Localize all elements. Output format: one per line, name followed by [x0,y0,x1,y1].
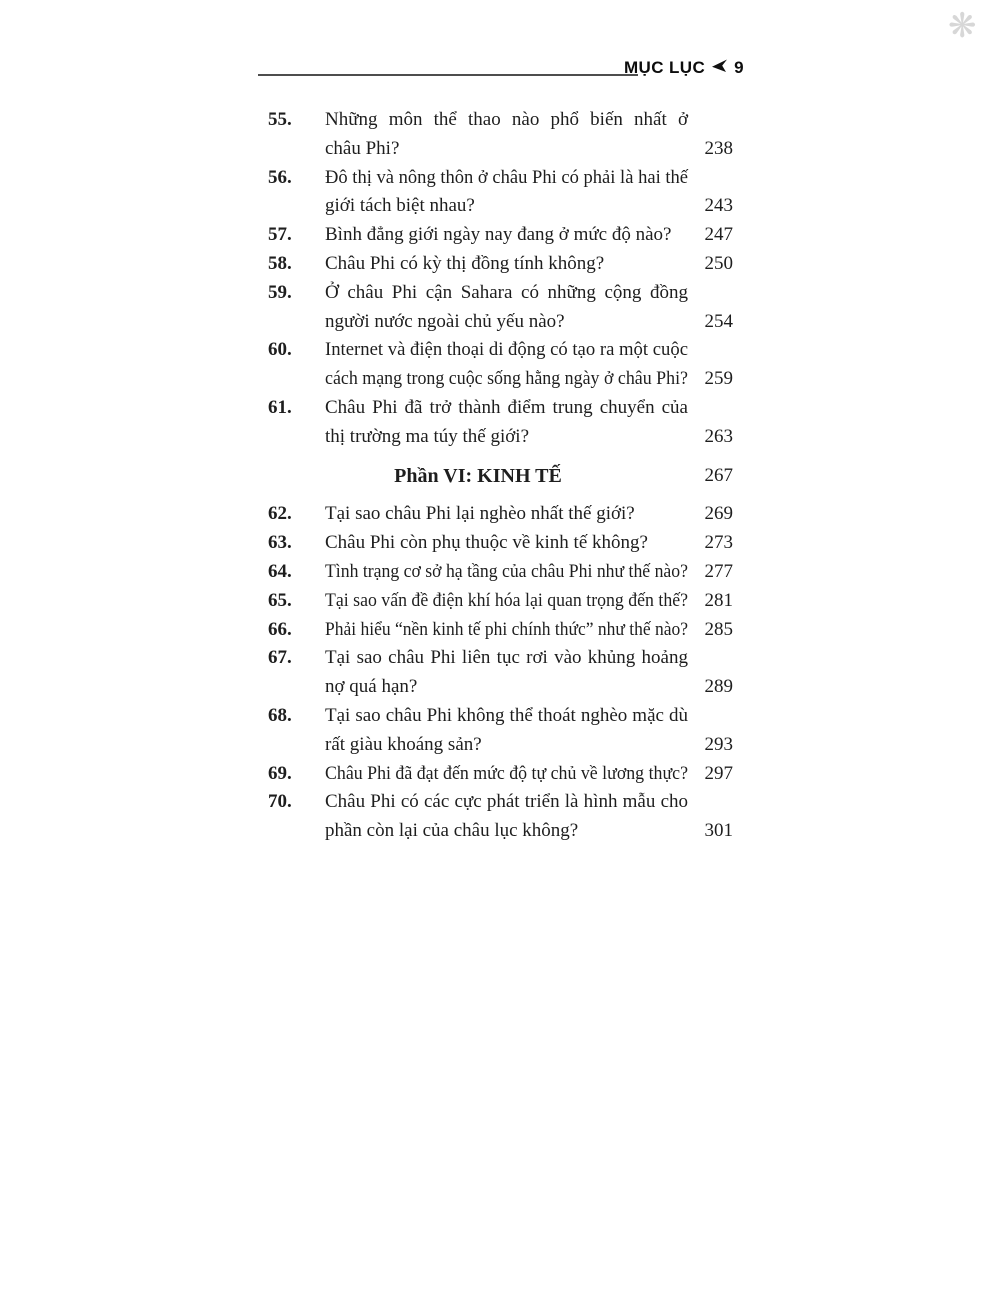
entry-title-line: Tình trạng cơ sở hạ tầng của châu Phi như thế nào? [325,560,688,582]
toc-entry [268,106,733,164]
entry-page-number: 289 [704,676,733,698]
toc-entry [268,500,733,529]
entry-title-line: Châu Phi có kỳ thị đồng tính không? [325,252,605,274]
entry-page-number: 263 [704,425,733,447]
entry-number: 70. [268,791,292,813]
entry-page-number: 238 [704,137,733,159]
toc-entry [268,221,733,250]
entry-page-number: 259 [704,368,733,390]
entry-title [325,250,688,279]
toc-entry [268,250,733,279]
entry-title-line: cách mạng trong cuộc sống hằng ngày ở châu Phi? [325,368,688,390]
entry-title [325,616,688,645]
entry-title [325,788,688,846]
entry-title [325,644,688,702]
left-arrowhead-icon [712,58,727,78]
entry-number: 59. [268,281,292,303]
entry-page-number: 293 [704,733,733,755]
toc-entry [268,394,733,452]
entry-title [325,760,688,789]
header-rule [258,74,638,76]
entry-title-line: Ở châu Phi cận Sahara có những cộng đồng [325,281,688,303]
toc-entry [268,587,733,616]
entry-page-number: 285 [704,618,733,640]
entry-title-line: Những môn thể thao nào phổ biến nhất ở [325,109,688,130]
entry-number: 67. [268,647,292,669]
toc-section-heading [268,462,733,491]
entry-number: 65. [268,589,292,611]
entry-page-number: 254 [704,310,733,332]
entry-title-line: Tại sao châu Phi lại nghèo nhất thế giới? [325,503,635,525]
entry-title [325,558,688,587]
entry-number: 60. [268,339,292,361]
toc-entry [268,529,733,558]
page-header [594,58,744,78]
entry-title [325,164,688,222]
entry-title [325,279,688,337]
entry-title [325,702,688,760]
entry-page-number: 301 [704,820,733,842]
entry-title-line: Tại sao châu Phi liên tục rơi vào khủng hoảng [325,647,688,669]
entry-title-line: giới tách biệt nhau? [325,195,475,217]
entry-title-line: nợ quá hạn? [325,676,418,698]
toc-entry [268,336,733,394]
entry-title-line: thị trường ma túy thế giới? [325,425,529,447]
entry-title-line: phần còn lại của châu lục không? [325,820,579,842]
entry-title [325,500,688,529]
entry-page-number: 250 [704,252,733,274]
section-page-number: 267 [704,464,733,486]
entry-title-line: người nước ngoài chủ yếu nào? [325,310,565,332]
entry-title-line: Châu Phi có các cực phát triển là hình mẫu cho [325,791,688,813]
entry-number: 55. [268,109,292,130]
entry-title-line: Internet và điện thoại di động có tạo ra một cuộc [325,339,688,361]
entry-title [325,221,688,250]
entry-page-number: 273 [704,532,733,554]
entry-title-line: Châu Phi đã đạt đến mức độ tự chủ về lương thực? [325,762,688,784]
entry-title-line: Châu Phi đã trở thành điểm trung chuyển của [325,396,688,418]
entry-number: 68. [268,704,292,726]
toc-entry [268,279,733,337]
toc-entry [268,164,733,222]
entry-title-line: rất giàu khoáng sản? [325,733,482,755]
entry-number: 64. [268,560,292,582]
entry-number: 58. [268,252,292,274]
entry-page-number: 247 [704,224,733,246]
entry-page-number: 243 [704,195,733,217]
toc-entry [268,788,733,846]
entry-title [325,529,688,558]
toc-list [268,106,733,846]
section-title: Phần VI: KINH TẾ [394,464,562,487]
header-title: MỤC LỤC [623,58,706,77]
entry-number: 63. [268,532,292,554]
entry-page-number: 281 [704,589,733,611]
entry-title-line: Tại sao vấn đề điện khí hóa lại quan trọng đến thế? [325,589,688,611]
entry-title-line: Đô thị và nông thôn ở châu Phi có phải là hai thế [325,166,688,188]
entry-title [325,336,688,394]
entry-title-line: Phải hiểu “nền kinh tế phi chính thức” như thế nào? [325,618,688,640]
entry-number: 69. [268,762,292,784]
entry-title-line: Tại sao châu Phi không thể thoát nghèo mặc dù [325,704,688,726]
entry-page-number: 269 [704,503,733,525]
entry-number: 56. [268,166,292,188]
toc-entry [268,702,733,760]
flower-ornament-icon: ❋ [948,6,977,46]
toc-entry [268,616,733,645]
toc-entry [268,644,733,702]
entry-title-line: châu Phi? [325,137,400,159]
header-page-number: 9 [734,58,744,77]
entry-number: 62. [268,503,292,525]
entry-page-number: 277 [704,560,733,582]
entry-number: 66. [268,618,292,640]
entry-title-line: Bình đẳng giới ngày nay đang ở mức độ nào? [325,224,672,246]
entry-title-line: Châu Phi còn phụ thuộc về kinh tế không? [325,532,648,554]
entry-page-number: 297 [704,762,733,784]
entry-title [325,394,688,452]
entry-title [325,106,688,164]
entry-number: 57. [268,224,292,246]
entry-title [325,587,688,616]
entry-number: 61. [268,396,292,418]
toc-entry [268,558,733,587]
toc-entry [268,760,733,789]
